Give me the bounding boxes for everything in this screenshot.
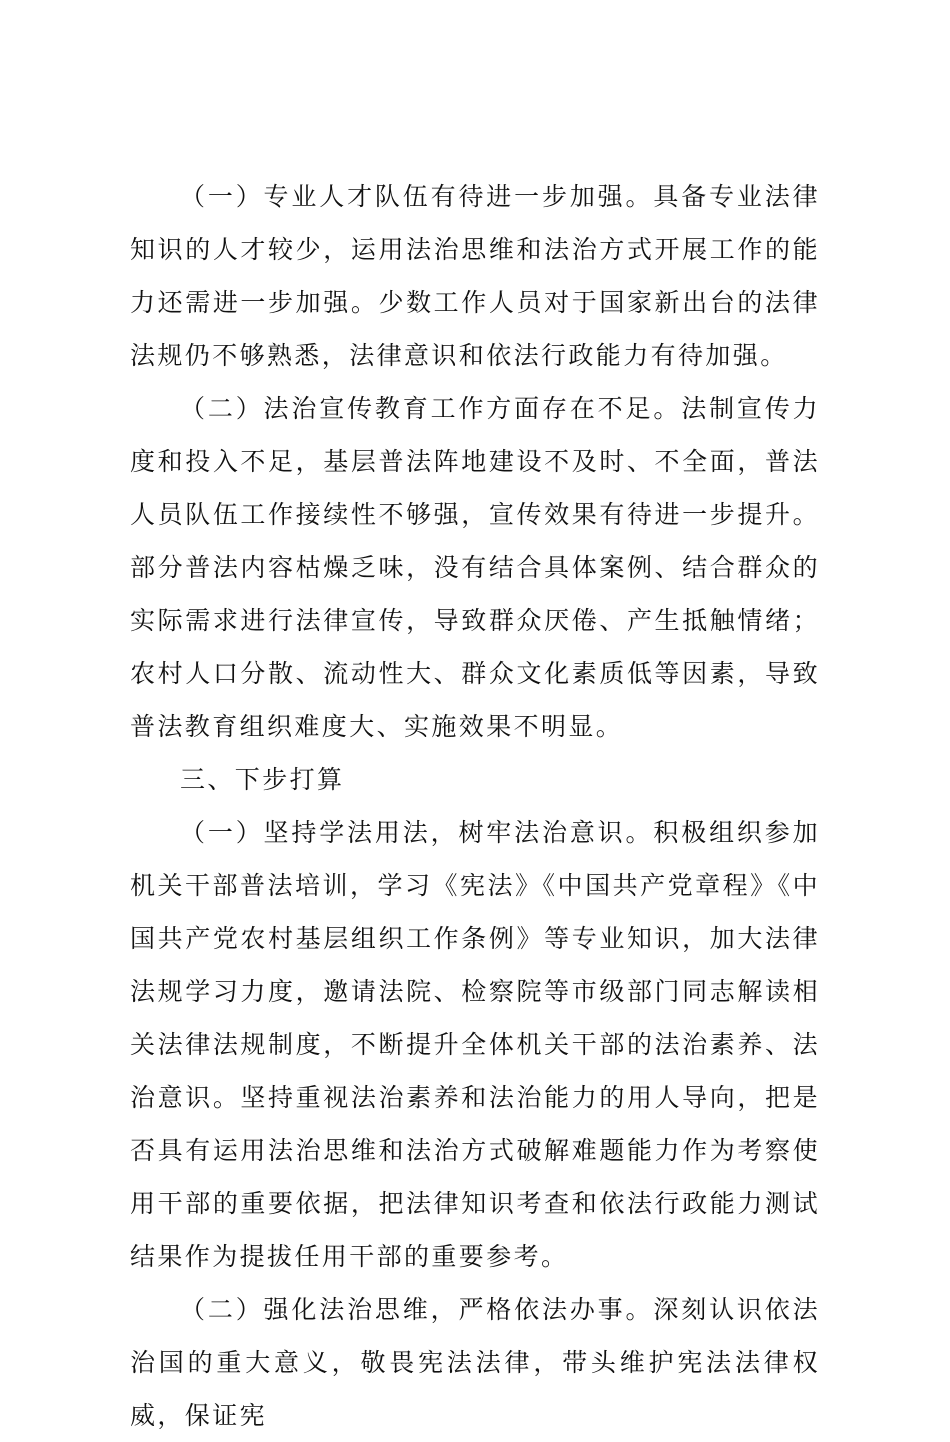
paragraph-legal-thinking: （二）强化法治思维，严格依法办事。深刻认识依法治国的重大意义，敬畏宪法法律，带头维护宪法法律权威，保证宪 [130,1295,820,1430]
document-body [130,170,820,1442]
paragraph-legal-publicity: （二）法治宣传教育工作方面存在不足。法制宣传力度和投入不足，基层普法阵地建设不及时、不全面，普法人员队伍工作接续性不够强，宣传效果有待进一步提升。部分普法内容枯燥乏味，没有结合具体案例、结合群众的实际需求进行法律宣传，导致群众厌倦、产生抵触情绪；农村人口分散、流动性大、群众文化素质低等因素，导致普法教育组织难度大、实施效果不明显。 [130,394,820,741]
paragraph-talent-team: （一）专业人才队伍有待进一步加强。具备专业法律知识的人才较少，运用法治思维和法治方式开展工作的能力还需进一步加强。少数工作人员对于国家新出台的法律法规仍不够熟悉，法律意识和依法行政能力有待加强。 [130,182,820,370]
section-heading-next-steps: 三、下步打算 [180,765,345,794]
paragraph-study-law: （一）坚持学法用法，树牢法治意识。积极组织参加机关干部普法培训，学习《宪法》《中国共产党章程》《中国共产党农村基层组织工作条例》等专业知识，加大法律法规学习力度，邀请法院、检察院等市级部门同志解读相关法律法规制度，不断提升全体机关干部的法治素养、法治意识。坚持重视法治素养和法治能力的用人导向，把是否具有运用法治思维和法治方式破解难题能力作为考察使用干部的重要依据，把法律知识考查和依法行政能力测试结果作为提拔任用干部的重要参考。 [130,818,820,1271]
